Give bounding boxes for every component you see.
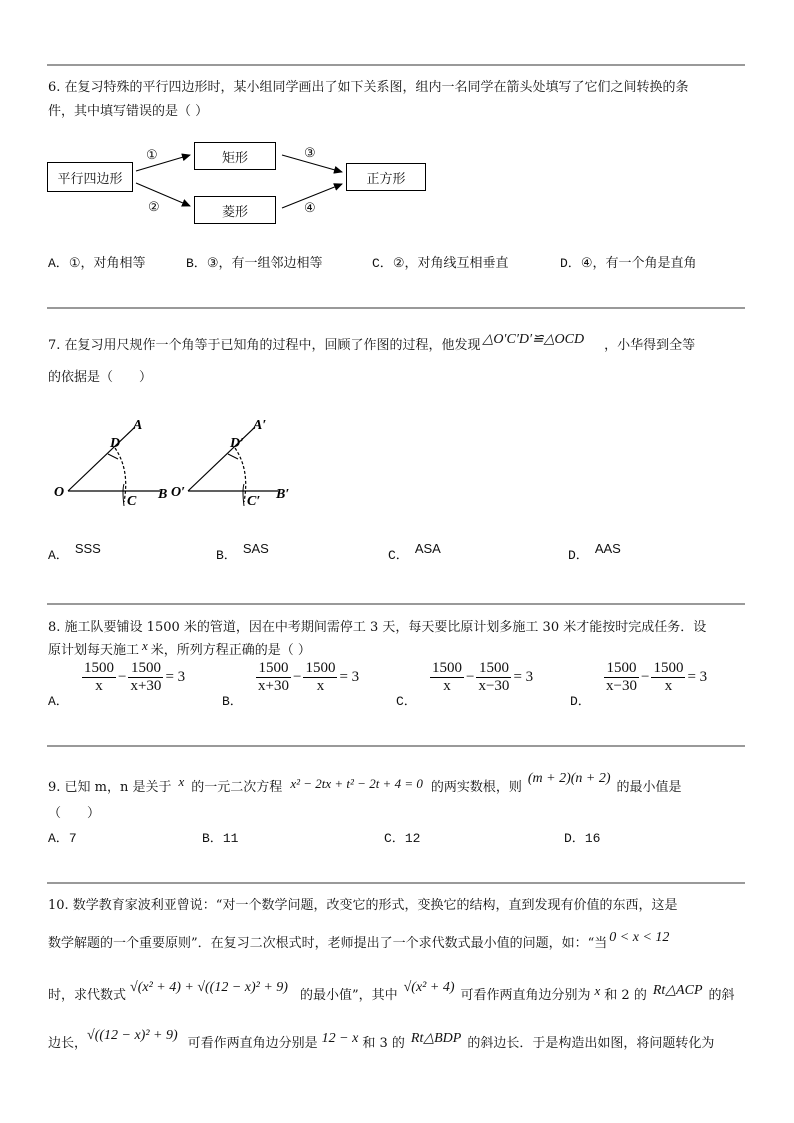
q10-stem-line2: 数学解题的一个重要原则”．在复习二次根式时，老师提出了一个求代数式最小值的问题，如：“当 0 < x < 12 (48, 930, 670, 951)
q7-stem-line1: 7. 在复习用尺规作一个角等于已知角的过程中，回顾了作图的过程，他发现 △O′C′D′≌△OCD ，小华得到全等 (48, 332, 696, 353)
divider-q7 (47, 307, 745, 309)
box-rectangle: 矩形 (194, 142, 276, 170)
figure-constructed-angle (171, 418, 289, 509)
arrow-parallelogram-to-rectangle (136, 155, 190, 171)
box-square: 正方形 (346, 163, 426, 191)
box-rhombus: 菱形 (194, 196, 276, 224)
point-o-prime: O′ (171, 485, 186, 500)
arrow-label-2: ② (148, 200, 160, 215)
point-o: O (54, 485, 65, 500)
arrow-parallelogram-to-rhombus (136, 183, 190, 206)
q10-range: 0 < x < 12 (609, 930, 670, 945)
figure-original-angle (54, 418, 167, 509)
q8-option-d-letter: D． (570, 694, 591, 709)
q10-leg: 12 − x (321, 1031, 359, 1046)
point-a: A (133, 418, 143, 433)
q6-option-a[interactable]: A．①，对角相等 (48, 256, 146, 271)
q7-option-b[interactable]: B． SAS (216, 541, 269, 563)
q8-option-c[interactable]: $\frac{1500}{x}$ − $\frac{1500}{x-30}$ = 3 (432, 660, 534, 694)
q8-option-b[interactable]: $\frac{1500}{x+30}$ − $\frac{1500}{x}$ = 3 (258, 660, 360, 694)
q6-option-d[interactable]: D．④，有一个角是直角 (560, 256, 697, 271)
arrow-label-4: ④ (304, 201, 316, 216)
q8-option-d[interactable]: $\frac{1500}{x-30}$ − $\frac{1500}{x}$ = 3 (606, 660, 708, 694)
q9-equation: x² − 2tx + t² − 2t + 4 = 0 (290, 776, 423, 791)
point-d-prime: D′ (230, 436, 245, 451)
q9-expression: (m + 2)(n + 2) (527, 771, 611, 786)
q10-sqrt1: √(x² + 4) (403, 980, 455, 995)
q10-stem-line4: 边长，√((12 − x)² + 9)可看作两直角边分别是 12 − x 和 3 的 Rt△BDP 的斜边长．于是构造出如图，将问题转化为 (48, 1028, 715, 1051)
arrow-label-3: ③ (304, 146, 316, 161)
q10-triangle-bdp: Rt△BDP (410, 1031, 462, 1046)
q10-triangle-acp: Rt△ACP (652, 983, 703, 998)
q7-stem-line2: 的依据是（ ） (48, 370, 153, 385)
q8-stem-line1: 8. 施工队要铺设 1500 米的管道，因在中考期间需停工 3 天，每天要比原计划多施工 30 米才能按时完成任务．设 (48, 620, 707, 635)
divider-q8 (47, 603, 745, 605)
box-parallelogram: 平行四边形 (47, 162, 133, 192)
congruence-statement: △O′C′D′≌△OCD (482, 332, 585, 347)
relation-arrows (0, 0, 794, 260)
q8-option-c-letter: C． (396, 694, 417, 709)
arrow-label-1: ① (146, 148, 158, 163)
q10-sqrt2: √((12 − x)² + 9) (87, 1028, 178, 1043)
q9-option-c[interactable]: C．12 (384, 831, 421, 846)
q7-option-a[interactable]: A． SSS (48, 541, 101, 563)
q6-option-b[interactable]: B．③，有一组邻边相等 (186, 256, 323, 271)
q9-option-a[interactable]: A．7 (48, 831, 77, 846)
q9-option-d[interactable]: D．16 (564, 831, 601, 846)
q7-option-d[interactable]: D． AAS (568, 541, 621, 563)
point-c-prime: C′ (247, 494, 261, 509)
point-a-prime: A′ (253, 418, 267, 433)
point-b-prime: B′ (276, 487, 290, 502)
point-c: C (127, 494, 137, 509)
q10-stem-line3: 时，求代数式√(x² + 4) + √((12 − x)² + 9)的最小值”，其中√(x² + 4)可看作两直角边分别为 x 和 2 的 Rt△ACP 的斜 (48, 980, 735, 1003)
q6-stem-line1: 6. 在复习特殊的平行四边形时，某小组同学画出了如下关系图，组内一名同学在箭头处填写了它们之间转换的条 (48, 80, 689, 95)
point-b: B (158, 487, 168, 502)
q8-option-a-letter: A． (48, 694, 69, 709)
point-d: D (110, 436, 121, 451)
divider-q9 (47, 745, 745, 747)
q10-expression: √(x² + 4) + √((12 − x)² + 9) (130, 980, 288, 995)
q7-option-c[interactable]: C． ASA (388, 541, 441, 563)
q8-option-a[interactable]: $\frac{1500}{x}$ − $\frac{1500}{x+30}$ = 3 (84, 660, 186, 694)
q7-construction-figure (40, 410, 310, 520)
q9-option-b[interactable]: B．11 (202, 831, 239, 846)
q8-stem-line2: 原计划每天施工 x 米，所列方程正确的是（ ） (48, 638, 311, 658)
q9-stem-line1: 9. 已知 m，n 是关于 x 的一元二次方程 x² − 2tx + t² − 2t + 4 = 0 的两实数根，则(m + 2)(n + 2)的最小值是 (48, 771, 682, 795)
q6-option-c[interactable]: C．②，对角线互相垂直 (372, 256, 509, 271)
q9-stem-line2: （ ） (48, 806, 101, 821)
q8-option-b-letter: B． (222, 694, 243, 709)
q6-stem-line2: 件，其中填写错误的是（ ） (48, 104, 209, 119)
divider-q10 (47, 882, 745, 884)
q10-stem-line1: 10. 数学教育家波利亚曾说：“对一个数学问题，改变它的形式，变换它的结构，直到发现有价值的东西，这是 (48, 898, 678, 913)
